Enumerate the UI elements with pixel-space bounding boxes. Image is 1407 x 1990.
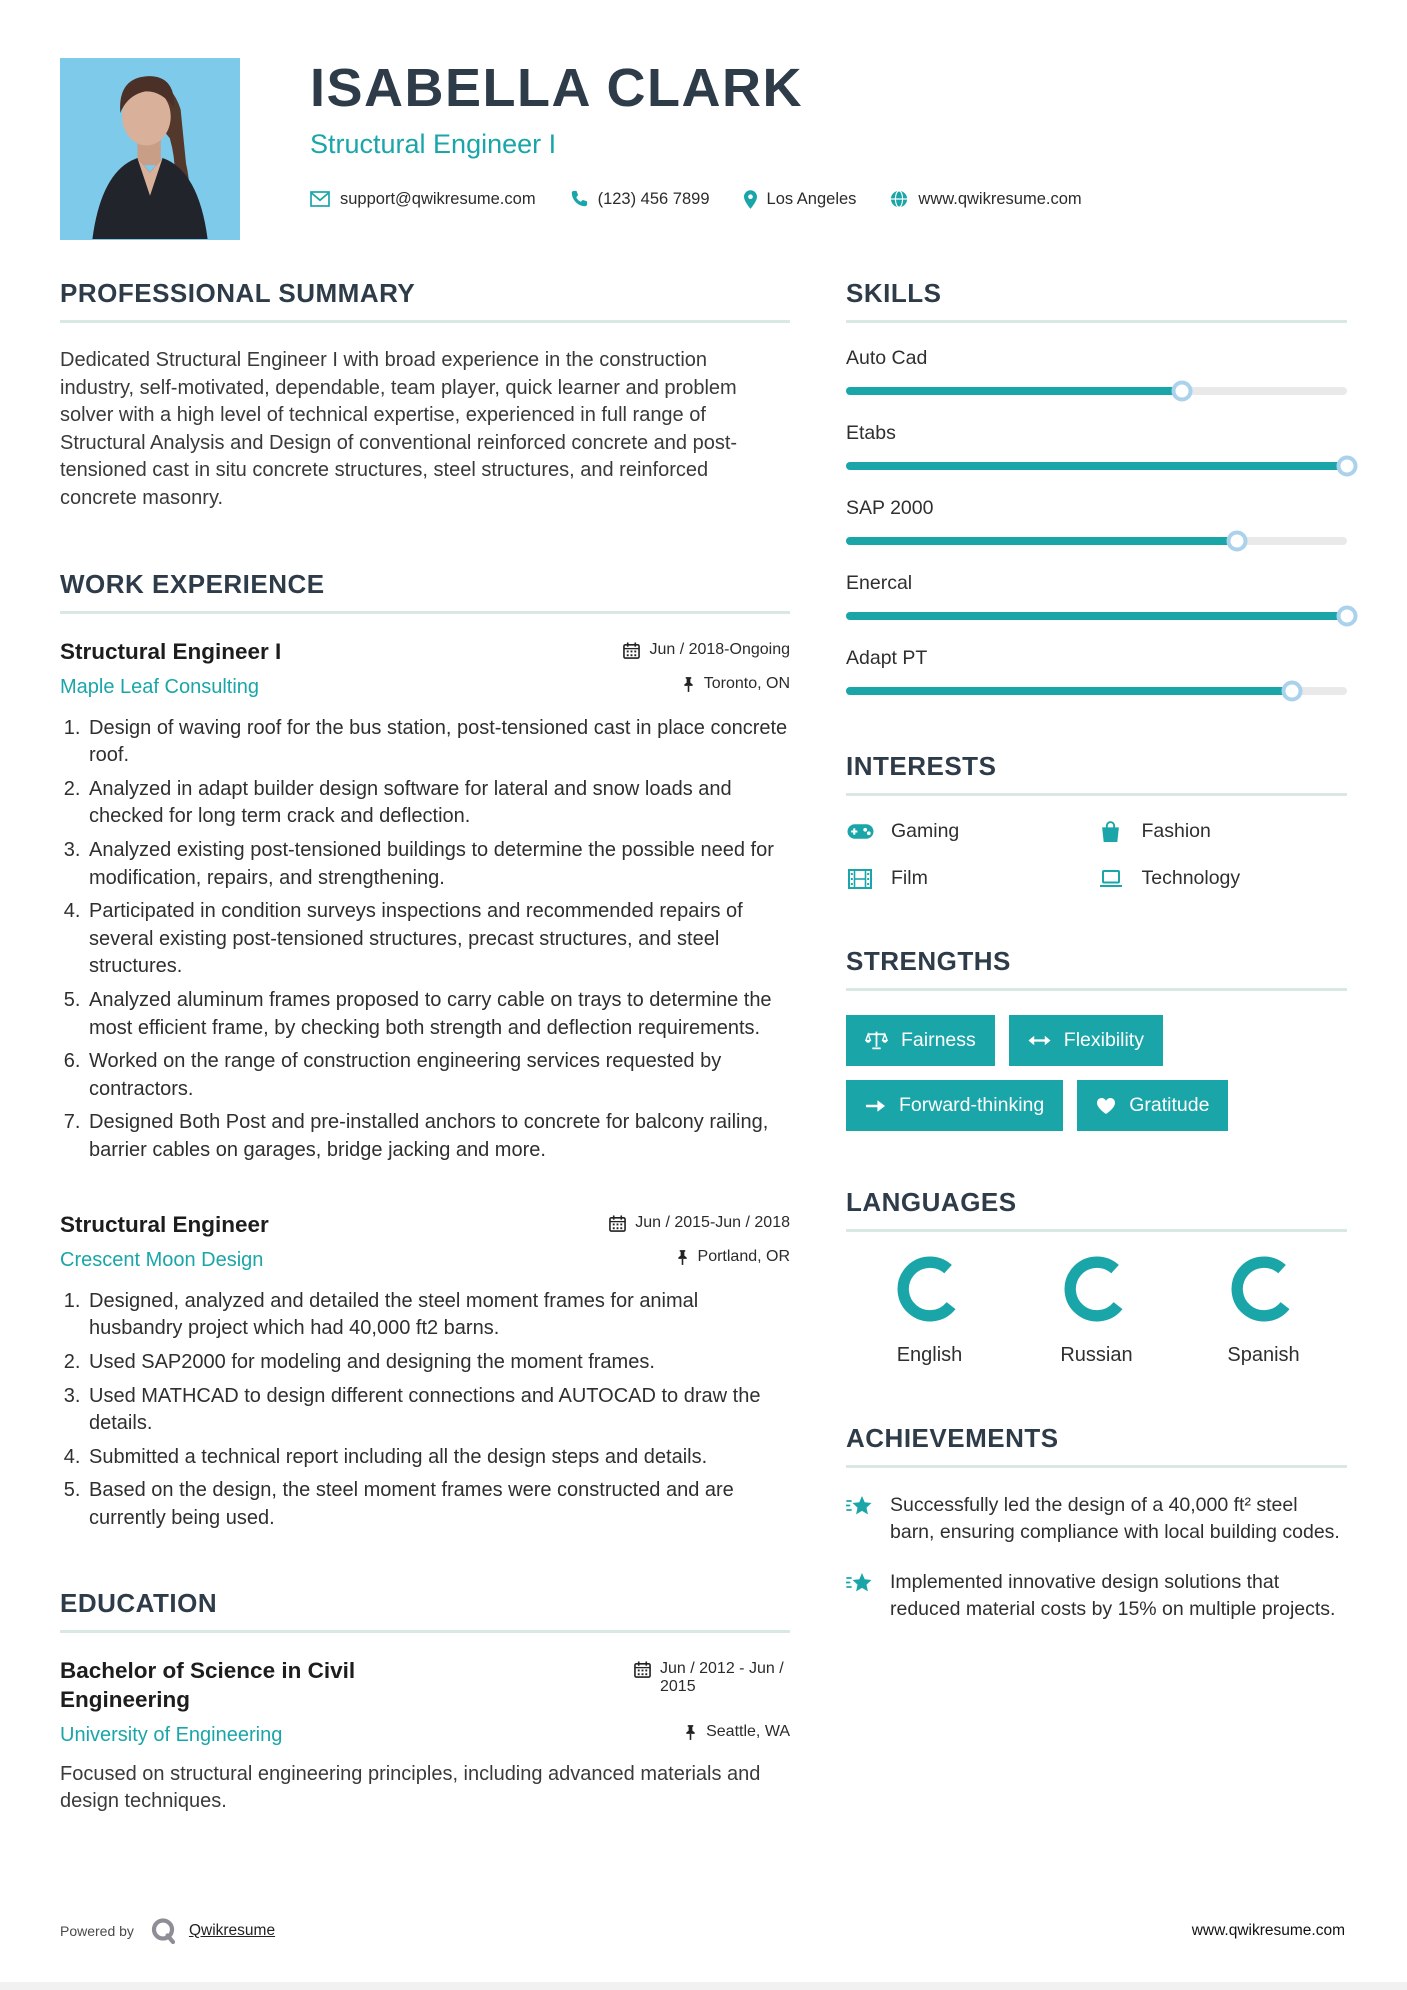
strength-label: Fairness: [901, 1029, 976, 1051]
job-dates-text: Jun / 2015-Jun / 2018: [635, 1213, 790, 1231]
job-dates: [623, 641, 790, 659]
job-bullet: 4. Submitted a technical report including all the design steps and details.: [86, 1444, 790, 1472]
contact-location-text: Los Angeles: [766, 189, 857, 208]
job-bullet: 3. Used MATHCAD to design different connections and AUTOCAD to draw the details.: [86, 1383, 790, 1438]
section-professional-summary: [60, 278, 790, 513]
section-heading: EDUCATION: [60, 1588, 218, 1619]
skill-fill: [846, 687, 1292, 695]
skill-slider: [846, 462, 1347, 470]
section-divider: [60, 1630, 790, 1633]
job-bullet-list: [60, 715, 790, 1165]
skill-row: [846, 497, 1347, 545]
strength-label: Flexibility: [1063, 1029, 1144, 1051]
education-dates: [634, 1660, 790, 1696]
education-location: [684, 1723, 790, 1741]
education-description: Focused on structural engineering principles, including advanced materials and design techniques.: [60, 1762, 761, 1813]
skill-slider: [846, 537, 1347, 545]
section-heading: INTERESTS: [846, 751, 997, 781]
education-location-text: Seattle, WA: [706, 1722, 790, 1740]
section-divider: [846, 320, 1347, 323]
bottom-strip: [0, 1982, 1407, 1990]
strength-badge: [846, 1015, 995, 1066]
candidate-title: Structural Engineer I: [310, 128, 557, 159]
achievement-item: [846, 1492, 1347, 1547]
shooting-star-icon: [846, 1492, 874, 1547]
language-label: Spanish: [1227, 1344, 1300, 1366]
section-work-experience: [60, 569, 790, 1533]
skill-row: [846, 347, 1347, 395]
strength-badge: [1077, 1080, 1228, 1131]
language-label: English: [896, 1344, 963, 1366]
qwikresume-logo-icon: [148, 1916, 178, 1946]
contact-row: [310, 190, 1082, 209]
header-info: [310, 58, 1082, 240]
contact-location: [744, 190, 857, 209]
strength-label: Forward-thinking: [899, 1094, 1045, 1116]
section-divider: [846, 988, 1347, 991]
job-bullet: 6. Worked on the range of construction engineering services requested by contractors.: [86, 1048, 790, 1103]
skill-label: SAP 2000: [846, 497, 934, 519]
section-divider: [846, 1229, 1347, 1232]
job-dates: [609, 1214, 790, 1232]
section-divider: [60, 611, 790, 614]
skill-label: Enercal: [846, 572, 913, 594]
job-bullet: 4. Participated in condition surveys inspections and recommended repairs of several existing post-tensioned structures, precast structures, and steel structures.: [86, 898, 790, 981]
content-columns: [0, 278, 1407, 1816]
section-heading: ACHIEVEMENTS: [846, 1423, 1059, 1453]
job-bullet: 1. Design of waving roof for the bus station, post-tensioned cast in place concrete roof.: [86, 715, 790, 770]
job-header: [60, 1211, 790, 1239]
section-interests: [846, 751, 1347, 890]
job-location: [676, 1248, 790, 1266]
section-strengths: [846, 946, 1347, 1131]
laptop-icon: [1097, 869, 1125, 888]
language-item: [852, 1256, 1007, 1367]
globe-icon: [890, 190, 908, 208]
skill-label: Adapt PT: [846, 647, 928, 669]
education-dates-text: Jun / 2012 - Jun / 2015: [660, 1660, 784, 1696]
pushpin-icon: [676, 1248, 689, 1266]
job-bullet: 5. Based on the design, the steel moment frames were constructed and are currently being used.: [86, 1477, 790, 1532]
skill-label: Etabs: [846, 422, 896, 444]
job-company: Maple Leaf Consulting: [60, 675, 260, 698]
skill-row: [846, 572, 1347, 620]
left-column: [60, 278, 790, 1816]
phone-icon: [570, 190, 588, 208]
calendar-icon: [634, 1660, 651, 1683]
job-title: Structural Engineer: [60, 1211, 269, 1237]
job-bullet-list: [60, 1288, 790, 1533]
interest-item: [1097, 820, 1348, 843]
language-item: [1019, 1256, 1174, 1367]
language-item: [1186, 1256, 1341, 1367]
job-company: Crescent Moon Design: [60, 1248, 264, 1271]
interest-label: Gaming: [891, 820, 960, 842]
job-bullet: 3. Analyzed existing post-tensioned buildings to determine the possible need for modification, repairs, and strengthening.: [86, 837, 790, 892]
contact-website[interactable]: [890, 190, 1081, 209]
achievement-text: Implemented innovative design solutions that reduced material costs by 15% on multiple projects.: [890, 1570, 1336, 1620]
profile-photo-illustration: [60, 58, 240, 240]
job-location-text: Portland, OR: [697, 1247, 790, 1265]
skill-slider-knob: [1226, 531, 1247, 552]
candidate-name: ISABELLA CLARK: [310, 58, 803, 118]
language-label: Russian: [1060, 1344, 1133, 1366]
skill-row: [846, 647, 1347, 695]
powered-by-label: Powered by: [60, 1923, 134, 1939]
degree-title: Bachelor of Science in Civil Engineering: [60, 1658, 356, 1712]
header: [0, 0, 1407, 240]
section-divider: [846, 1465, 1347, 1468]
skill-slider-knob: [1337, 606, 1358, 627]
section-heading: STRENGTHS: [846, 946, 1011, 976]
scales-icon: [865, 1030, 888, 1051]
job-bullet: 2. Analyzed in adapt builder design software for lateral and snow loads and checked for long term crack and deflection.: [86, 776, 790, 831]
footer: [60, 1916, 1345, 1946]
job-location: [682, 675, 790, 693]
section-skills: [846, 278, 1347, 695]
shooting-star-icon: [846, 1569, 874, 1624]
section-divider: [846, 793, 1347, 796]
contact-email[interactable]: [310, 190, 536, 209]
strength-label: Gratitude: [1129, 1094, 1210, 1116]
job-company-row: [60, 675, 790, 699]
section-divider: [60, 320, 790, 323]
education-header: [60, 1657, 790, 1713]
strength-badge: [1009, 1015, 1163, 1066]
calendar-icon: [623, 641, 640, 659]
arrow-right-icon: [865, 1099, 886, 1113]
skill-slider: [846, 612, 1347, 620]
skill-slider: [846, 687, 1347, 695]
job-entry: [60, 638, 790, 1165]
interest-item: [1097, 867, 1348, 890]
section-heading: LANGUAGES: [846, 1187, 1017, 1217]
profile-photo: [60, 58, 240, 240]
job-location-text: Toronto, ON: [703, 674, 790, 692]
interest-item: [846, 867, 1097, 890]
left-right-arrow-icon: [1028, 1034, 1051, 1047]
film-icon: [846, 869, 874, 889]
footer-website[interactable]: www.qwikresume.com: [1191, 1922, 1345, 1939]
summary-text: Dedicated Structural Engineer I with broad experience in the construction industry, self-motivated, dependable, team player, quick learner and problem solver with a high level of technical expertise, experienced in full range of Structural Analysis and Design of conventional reinforced concrete and post-tensioned cast in situ concrete structures, steel structures, and reinforced concrete masonry.: [60, 349, 738, 509]
skill-label: Auto Cad: [846, 347, 928, 369]
shopping-bag-icon: [1097, 820, 1125, 843]
skill-slider-knob: [1281, 681, 1302, 702]
right-column: [846, 278, 1347, 1645]
qwikresume-link[interactable]: Qwikresume: [188, 1922, 276, 1939]
contact-phone-text: (123) 456 7899: [597, 189, 710, 208]
section-heading: SKILLS: [846, 278, 942, 308]
school-name: University of Engineering: [60, 1723, 283, 1746]
pushpin-icon: [682, 675, 695, 693]
section-heading: WORK EXPERIENCE: [60, 568, 325, 599]
gamepad-icon: [846, 823, 874, 840]
skill-slider: [846, 387, 1347, 395]
education-school-row: [60, 1723, 790, 1747]
calendar-icon: [609, 1214, 626, 1232]
languages-row: [846, 1256, 1347, 1367]
skill-row: [846, 422, 1347, 470]
strength-badges: [846, 1015, 1326, 1131]
email-icon: [310, 191, 330, 207]
location-pin-icon: [744, 190, 757, 209]
job-bullet: 2. Used SAP2000 for modeling and designing the moment frames.: [86, 1349, 790, 1377]
language-level-ring: [1231, 1256, 1297, 1322]
interest-label: Technology: [1141, 867, 1241, 889]
skill-slider-knob: [1171, 381, 1192, 402]
language-level-ring: [1064, 1256, 1130, 1322]
job-bullet: 7. Designed Both Post and pre-installed anchors to concrete for balcony railing, barrier cables on garages, bridge jacking and more.: [86, 1109, 790, 1164]
section-languages: [846, 1187, 1347, 1367]
skill-fill: [846, 537, 1237, 545]
contact-website-text: www.qwikresume.com: [918, 189, 1082, 208]
interest-item: [846, 820, 1097, 843]
skill-fill: [846, 462, 1347, 470]
interest-label: Fashion: [1141, 820, 1211, 842]
job-bullet: 5. Analyzed aluminum frames proposed to carry cable on trays to determine the most efficient frame, by checking both strength and deflection requirements.: [86, 987, 790, 1042]
skill-fill: [846, 387, 1182, 395]
job-company-row: [60, 1248, 790, 1272]
job-entry: [60, 1211, 790, 1533]
pushpin-icon: [684, 1723, 697, 1741]
section-education: [60, 1588, 790, 1815]
interests-grid: [846, 820, 1347, 890]
contact-email-text: support@qwikresume.com: [340, 189, 536, 208]
section-achievements: [846, 1423, 1347, 1623]
skill-fill: [846, 612, 1347, 620]
job-title: Structural Engineer I: [60, 638, 282, 664]
job-bullet: 1. Designed, analyzed and detailed the steel moment frames for animal husbandry project which had 40,000 ft2 barns.: [86, 1288, 790, 1343]
strength-badge: [846, 1080, 1063, 1131]
contact-phone: [570, 190, 710, 209]
achievement-text: Successfully led the design of a 40,000 ft² steel barn, ensuring compliance with local building codes.: [890, 1494, 1340, 1544]
interest-label: Film: [891, 867, 928, 889]
achievement-item: [846, 1569, 1347, 1624]
job-dates-text: Jun / 2018-Ongoing: [649, 640, 790, 658]
heart-icon: [1096, 1097, 1116, 1115]
job-header: [60, 638, 790, 666]
section-heading: PROFESSIONAL SUMMARY: [60, 278, 416, 308]
skill-slider-knob: [1337, 456, 1358, 477]
language-level-ring: [897, 1256, 963, 1322]
